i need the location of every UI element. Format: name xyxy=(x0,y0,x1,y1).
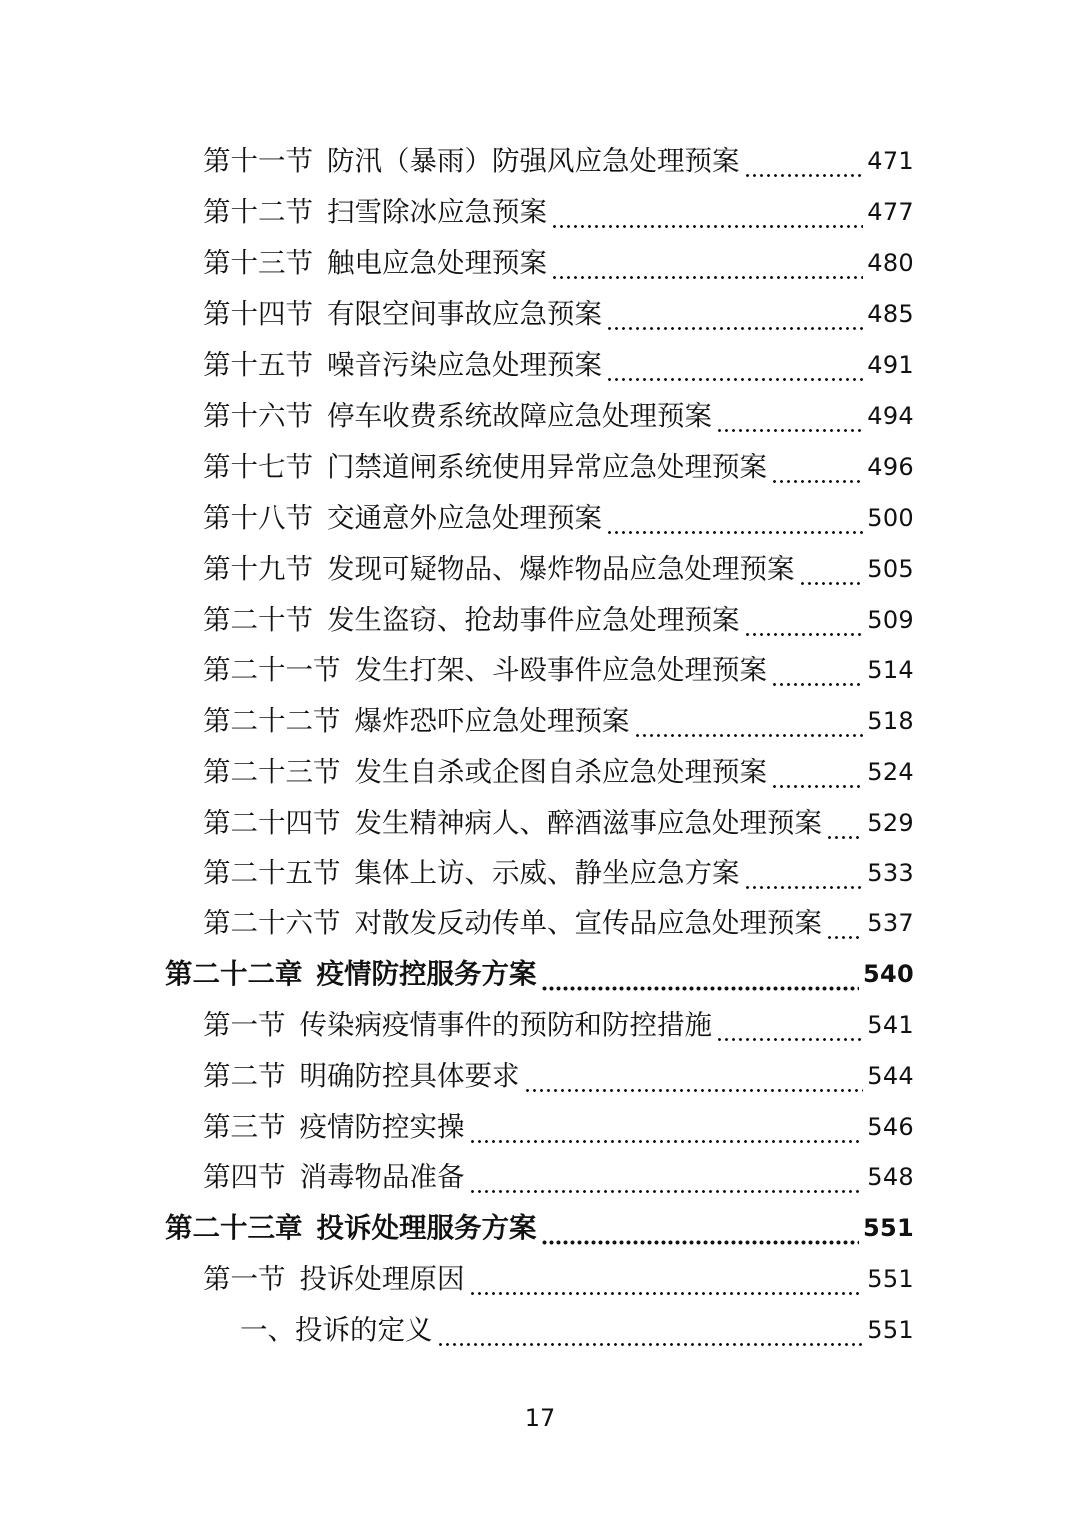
entry-number: 第三节 xyxy=(203,1111,286,1143)
toc-entry xyxy=(203,549,914,589)
entry-page-number: 477 xyxy=(867,198,914,226)
entry-label xyxy=(203,1157,465,1197)
toc-entry xyxy=(203,600,914,640)
dot-leader xyxy=(634,701,864,741)
toc-entry xyxy=(203,853,914,893)
entry-number: 第二十四节 xyxy=(203,807,341,839)
entry-page-number: 480 xyxy=(867,249,914,277)
toc-entry xyxy=(203,1005,914,1045)
entry-label xyxy=(203,498,602,538)
entry-title: 投诉处理原因 xyxy=(299,1263,465,1295)
entry-number: 第二节 xyxy=(203,1060,286,1092)
entry-title: 对散发反动传单、宣传品应急处理预案 xyxy=(354,907,822,939)
dot-leader xyxy=(716,1005,863,1045)
entry-page-number: 500 xyxy=(867,504,914,532)
toc-entry xyxy=(203,650,914,690)
page-number: 17 xyxy=(524,1404,556,1432)
toc-entry xyxy=(203,345,914,385)
dot-leader xyxy=(606,498,863,538)
entry-title: 门禁道闸系统使用异常应急处理预案 xyxy=(327,451,767,483)
entry-page-number: 518 xyxy=(867,707,914,735)
toc-entry xyxy=(203,1259,914,1299)
entry-label xyxy=(203,345,602,385)
dot-leader xyxy=(541,954,860,994)
entry-title: 发现可疑物品、爆炸物品应急处理预案 xyxy=(327,553,795,585)
entry-page-number: 524 xyxy=(867,758,914,786)
dot-leader xyxy=(551,243,863,283)
entry-label xyxy=(203,903,822,943)
entry-label xyxy=(203,853,740,893)
entry-number: 第一节 xyxy=(203,1263,286,1295)
entry-title: 有限空间事故应急预案 xyxy=(327,298,602,330)
dot-leader xyxy=(771,650,863,690)
toc-entry xyxy=(203,1107,914,1147)
entry-title: 投诉的定义 xyxy=(295,1314,433,1346)
toc-entry xyxy=(203,141,914,181)
entry-label xyxy=(203,1005,712,1045)
toc-chapter-entry xyxy=(165,1208,914,1248)
entry-page-number: 533 xyxy=(867,859,914,887)
entry-title: 疫情防控服务方案 xyxy=(316,958,537,990)
toc-entry xyxy=(203,294,914,334)
dot-leader xyxy=(437,1310,864,1350)
entry-page-number: 551 xyxy=(867,1316,914,1344)
entry-title: 发生精神病人、醉酒滋事应急处理预案 xyxy=(354,807,822,839)
dot-leader xyxy=(469,1259,864,1299)
entry-label xyxy=(203,600,740,640)
entry-page-number: 544 xyxy=(867,1062,914,1090)
entry-number: 一、 xyxy=(240,1314,295,1346)
entry-number: 第四节 xyxy=(203,1161,286,1193)
dot-leader xyxy=(771,752,863,792)
entry-number: 第二十二章 xyxy=(165,958,303,990)
dot-leader xyxy=(469,1107,864,1147)
toc-chapter-entry xyxy=(165,954,914,994)
entry-title: 扫雪除冰应急预案 xyxy=(327,196,547,228)
entry-label xyxy=(203,650,767,690)
entry-page-number: 540 xyxy=(863,960,914,988)
entry-label xyxy=(165,1208,537,1248)
toc-entry xyxy=(203,803,914,843)
entry-number: 第二十一节 xyxy=(203,654,341,686)
entry-title: 发生盗窃、抢劫事件应急处理预案 xyxy=(327,604,740,636)
toc-subsection-entry xyxy=(240,1310,914,1350)
entry-number: 第二十五节 xyxy=(203,857,341,889)
entry-page-number: 551 xyxy=(863,1214,914,1242)
toc-entry xyxy=(203,396,914,436)
entry-label xyxy=(203,752,767,792)
entry-number: 第一节 xyxy=(203,1009,286,1041)
entry-title: 触电应急处理预案 xyxy=(327,247,547,279)
entry-label xyxy=(203,192,547,232)
entry-title: 发生打架、斗殴事件应急处理预案 xyxy=(354,654,767,686)
entry-title: 爆炸恐吓应急处理预案 xyxy=(354,705,630,737)
entry-number: 第十一节 xyxy=(203,145,313,177)
dot-leader xyxy=(606,345,863,385)
entry-title: 集体上访、示威、静坐应急方案 xyxy=(354,857,740,889)
toc-entry xyxy=(203,243,914,283)
toc-entry xyxy=(203,701,914,741)
entry-label xyxy=(203,243,547,283)
entry-page-number: 471 xyxy=(867,147,914,175)
entry-page-number: 505 xyxy=(867,555,914,583)
toc-entry xyxy=(203,752,914,792)
toc-entry xyxy=(203,1056,914,1096)
dot-leader xyxy=(716,396,863,436)
toc-entry xyxy=(203,447,914,487)
entry-number: 第十六节 xyxy=(203,400,313,432)
dot-leader xyxy=(524,1056,864,1096)
entry-page-number: 529 xyxy=(867,809,914,837)
entry-title: 明确防控具体要求 xyxy=(299,1060,520,1092)
entry-number: 第二十六节 xyxy=(203,907,341,939)
entry-page-number: 509 xyxy=(867,606,914,634)
entry-label xyxy=(203,701,630,741)
entry-label xyxy=(203,141,740,181)
entry-label xyxy=(203,549,795,589)
entry-number: 第十三节 xyxy=(203,247,313,279)
entry-number: 第二十三章 xyxy=(165,1212,303,1244)
dot-leader xyxy=(744,853,864,893)
dot-leader xyxy=(551,192,863,232)
entry-number: 第十七节 xyxy=(203,451,313,483)
entry-number: 第十五节 xyxy=(203,349,313,381)
entry-label xyxy=(203,396,712,436)
entry-page-number: 546 xyxy=(867,1113,914,1141)
dot-leader xyxy=(826,903,863,943)
entry-page-number: 537 xyxy=(867,909,914,937)
entry-number: 第二十三节 xyxy=(203,756,341,788)
entry-page-number: 491 xyxy=(867,351,914,379)
entry-title: 传染病疫情事件的预防和防控措施 xyxy=(299,1009,712,1041)
entry-number: 第十二节 xyxy=(203,196,313,228)
dot-leader xyxy=(744,600,864,640)
entry-number: 第十八节 xyxy=(203,502,313,534)
entry-label xyxy=(203,1056,520,1096)
dot-leader xyxy=(799,549,864,589)
entry-page-number: 494 xyxy=(867,402,914,430)
entry-title: 防汛（暴雨）防强风应急处理预案 xyxy=(327,145,740,177)
entry-page-number: 541 xyxy=(867,1011,914,1039)
entry-page-number: 496 xyxy=(867,453,914,481)
entry-page-number: 551 xyxy=(867,1265,914,1293)
entry-number: 第十四节 xyxy=(203,298,313,330)
dot-leader xyxy=(469,1157,864,1197)
toc-entry xyxy=(203,192,914,232)
entry-number: 第十九节 xyxy=(203,553,313,585)
toc-entry xyxy=(203,903,914,943)
dot-leader xyxy=(771,447,863,487)
entry-page-number: 548 xyxy=(867,1163,914,1191)
entry-label xyxy=(240,1310,433,1350)
entry-title: 消毒物品准备 xyxy=(299,1161,465,1193)
entry-label xyxy=(203,294,602,334)
entry-page-number: 485 xyxy=(867,300,914,328)
toc-entry xyxy=(203,498,914,538)
entry-label xyxy=(165,954,537,994)
entry-label xyxy=(203,1107,465,1147)
entry-title: 发生自杀或企图自杀应急处理预案 xyxy=(354,756,767,788)
toc-entry xyxy=(203,1157,914,1197)
entry-title: 停车收费系统故障应急处理预案 xyxy=(327,400,712,432)
entry-title: 噪音污染应急处理预案 xyxy=(327,349,602,381)
dot-leader xyxy=(826,803,863,843)
entry-label xyxy=(203,1259,465,1299)
dot-leader xyxy=(541,1208,860,1248)
entry-label xyxy=(203,803,822,843)
entry-title: 疫情防控实操 xyxy=(299,1111,465,1143)
entry-label xyxy=(203,447,767,487)
entry-page-number: 514 xyxy=(867,656,914,684)
entry-title: 交通意外应急处理预案 xyxy=(327,502,602,534)
entry-title: 投诉处理服务方案 xyxy=(316,1212,537,1244)
entry-number: 第二十二节 xyxy=(203,705,341,737)
entry-number: 第二十节 xyxy=(203,604,313,636)
dot-leader xyxy=(744,141,864,181)
dot-leader xyxy=(606,294,863,334)
